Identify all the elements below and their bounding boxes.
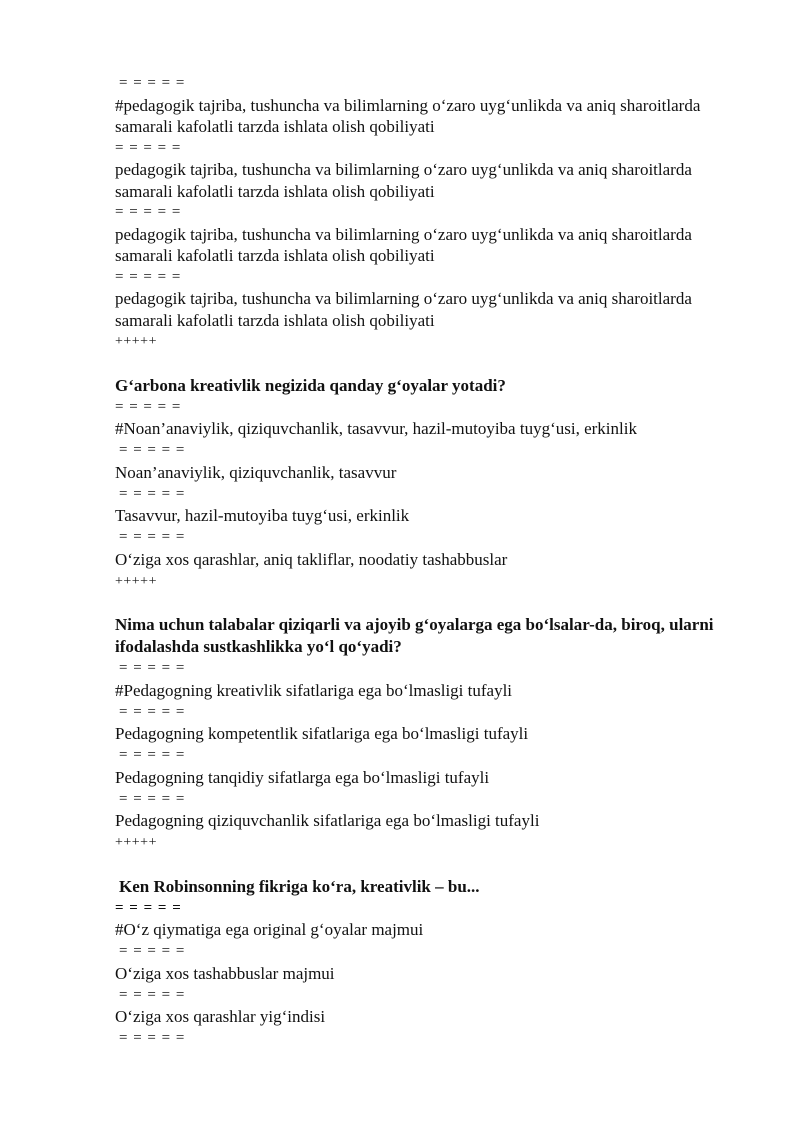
option-separator: = = = = = [119,703,186,720]
option-separator: = = = = = [119,747,186,763]
question-end-marker: +++++ [115,334,157,349]
option-separator: = = = = = [115,139,182,156]
answer-option: pedagogik tajriba, tushuncha va bilimlarning o‘zaro uyg‘unlikda va aniq sharoitlarda samarali kafolatli tarzda ishlata olish qobiliyati [115,289,692,330]
option-separator: = = = = = [119,943,186,959]
answer-option: Tasavvur, hazil-mutoyiba tuyg‘usi, erkinlik [115,506,410,525]
question-block-2 [115,375,735,593]
answer-option-correct: #pedagogik tajriba, tushuncha va bilimlarning o‘zaro uyg‘unlikda va aniq sharoitlarda samarali kafolatli tarzda ishlata olish qobiliyati [115,95,701,136]
question-block-4 [115,876,735,1050]
option-separator: = = = = = [115,204,182,220]
answer-option: pedagogik tajriba, tushuncha va bilimlarning o‘zaro uyg‘unlikda va aniq sharoitlarda samarali kafolatli tarzda ishlata olish qobiliyati [115,224,692,265]
question-text: Ken Robinsonning fikriga ko‘ra, kreativlik – bu... [119,876,480,896]
question-block-1 [115,73,735,353]
question-text: G‘arbona kreativlik negizida qanday g‘oyalar yotadi? [115,375,506,395]
option-separator: = = = = = [119,1030,186,1046]
answer-option-correct: #Pedagogning kreativlik sifatlariga ega bo‘lmasligi tufayli [115,680,513,700]
option-separator: = = = = = [119,529,186,545]
option-separator: = = = = = [119,485,186,502]
answer-option-correct: #Noan’anaviylik, qiziquvchanlik, tasavvur, hazil-mutoyiba tuyg‘usi, erkinlik [115,419,637,438]
answer-option: Noan’anaviylik, qiziquvchanlik, tasavvur [115,462,397,482]
answer-option: O‘ziga xos qarashlar, aniq takliflar, noodatiy tashabbuslar [115,549,508,569]
question-end-marker: +++++ [115,573,157,589]
question-block-3 [115,614,735,854]
option-separator: = = = = = [119,660,186,676]
document-content [115,73,735,1050]
question-end-marker: +++++ [115,835,157,850]
option-separator: = = = = = [115,398,182,415]
answer-option: Pedagogning qiziquvchanlik sifatlariga ega bo‘lmasligi tufayli [115,811,540,830]
option-separator: = = = = = [119,790,186,807]
answer-option: Pedagogning kompetentlik sifatlariga ega bo‘lmasligi tufayli [115,724,529,743]
option-separator: = = = = = [119,986,186,1003]
option-separator: = = = = = [115,899,182,916]
option-separator: = = = = = [115,268,182,285]
answer-option: O‘ziga xos qarashlar yig‘indisi [115,1007,326,1026]
answer-option: Pedagogning tanqidiy sifatlarga ega bo‘lmasligi tufayli [115,767,490,787]
answer-option: pedagogik tajriba, tushuncha va bilimlarning o‘zaro uyg‘unlikda va aniq sharoitlarda samarali kafolatli tarzda ishlata olish qobiliyati [115,160,692,201]
option-separator: = = = = = [119,75,186,91]
answer-option-correct: #O‘z qiymatiga ega original g‘oyalar majmui [115,920,424,939]
option-separator: = = = = = [119,442,186,458]
question-text: Nima uchun talabalar qiziqarli va ajoyib g‘oyalarga ega bo‘lsalar-da, biroq, ularni ifodalashda sustkashlikka yo‘l qo‘yadi? [115,615,714,656]
answer-option: O‘ziga xos tashabbuslar majmui [115,963,335,983]
